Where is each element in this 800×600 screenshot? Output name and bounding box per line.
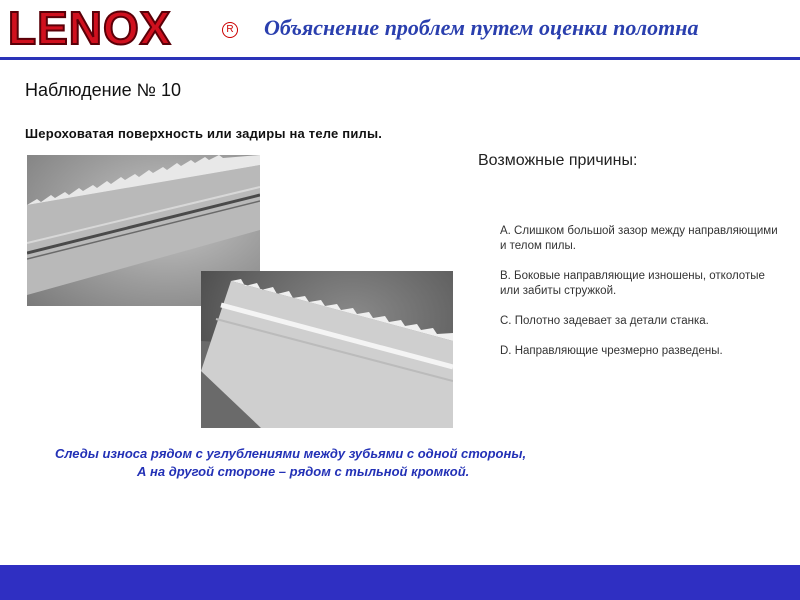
lenox-logo bbox=[8, 2, 238, 54]
caption-line-2: А на другой стороне – рядом с тыльной кромкой. bbox=[137, 464, 470, 479]
footer-bar bbox=[0, 565, 800, 600]
saw-blade-photo-2 bbox=[201, 271, 453, 428]
observation-subtitle: Шероховатая поверхность или задиры на теле пилы. bbox=[25, 126, 383, 141]
causes-title: Возможные причины: bbox=[478, 152, 638, 169]
cause-item-d: D. Направляющие чрезмерно разведены. bbox=[500, 345, 723, 357]
causes-list bbox=[500, 224, 780, 374]
registered-mark-icon: R bbox=[222, 22, 238, 38]
logo-text: LENOX bbox=[8, 2, 172, 54]
header-divider bbox=[0, 57, 800, 60]
cause-item-b: В. Боковые направляющие изношены, отколотые или забиты стружкой. bbox=[500, 270, 765, 297]
cause-item-a: А. Слишком большой зазор между направляющими и телом пилы. bbox=[500, 225, 778, 252]
caption-line-1: Следы износа рядом с углублениями между зубьями с одной стороны, bbox=[55, 446, 527, 461]
cause-item-c: С. Полотно задевает за детали станка. bbox=[500, 315, 709, 327]
observation-title: Наблюдение № 10 bbox=[25, 80, 181, 100]
page-title: Объяснение проблем путем оценки полотна bbox=[264, 15, 699, 40]
